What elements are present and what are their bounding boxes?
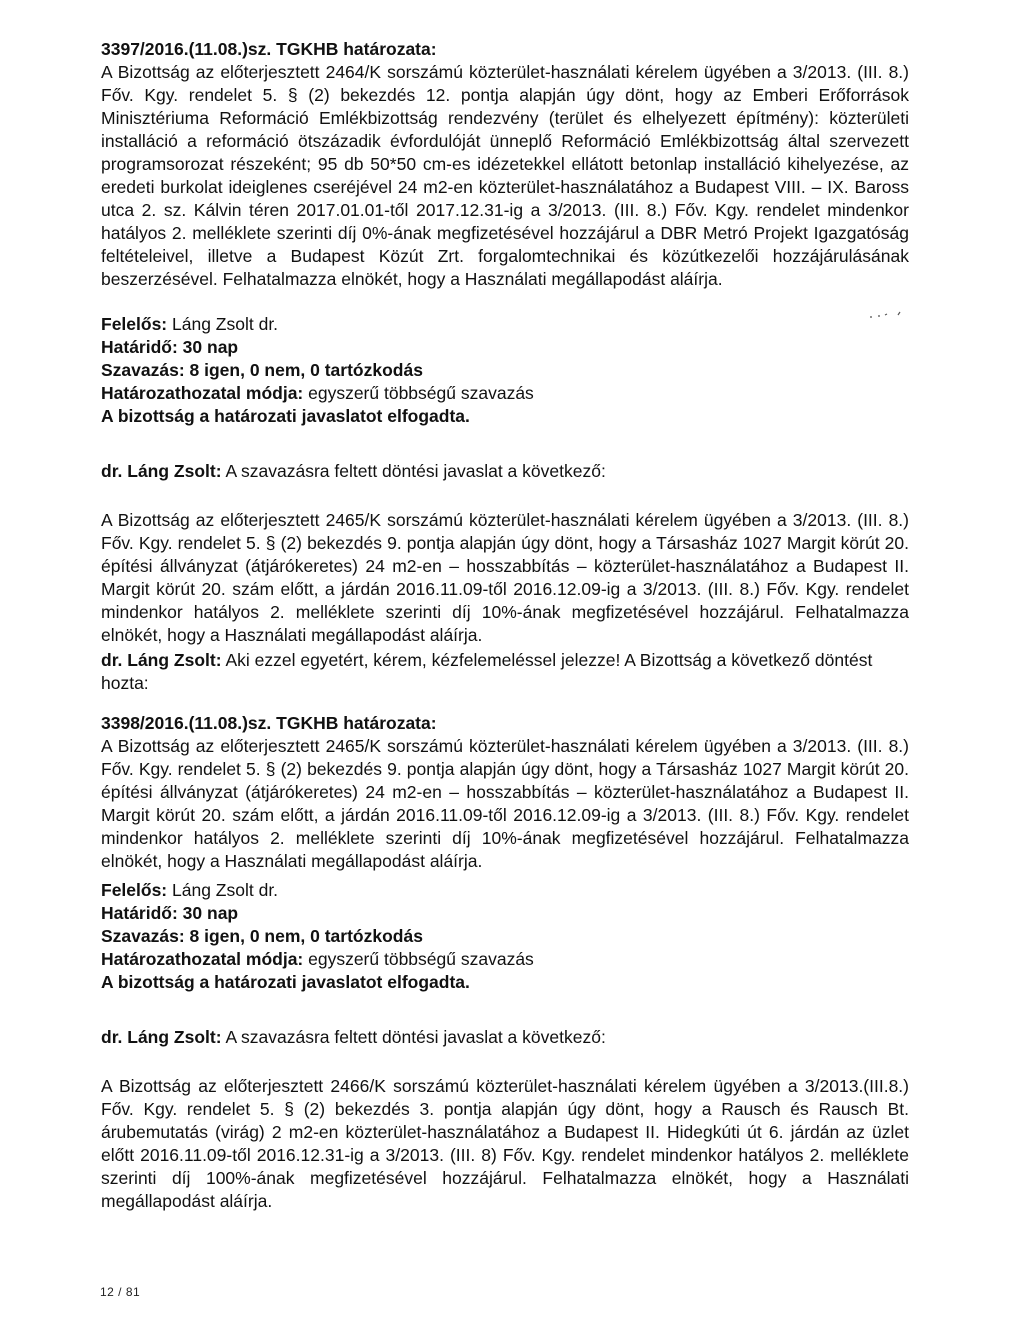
method-label: Határozathozatal módja:: [101, 383, 304, 403]
speech-line: [101, 460, 909, 483]
vote-line: Szavazás: 8 igen, 0 nem, 0 tartózkodás: [101, 926, 423, 946]
accepted-line: A bizottság a határozati javaslatot elfogadta.: [101, 972, 470, 992]
resolution-body: A Bizottság az előterjesztett 2464/K sorszámú közterület-használati kérelem ügyében a 3/2013. (III. 8.) Főv. Kgy. rendelet 5. § (2) bekezdés 12. pontja alapján úgy dönt, hogy az Emberi Erőforrások Minisztériuma Reformáció Emlékbizottság rendezvény (terület és elhelyezett építmény): közterületi installáció a reformáció ötszázadik évfordulóját ünneplő Reformáció Emlékbizottság által szervezett programsorozat részeként; 95 db 50*50 cm-es idézetekkel ellátott betonlap installáció kihelyezése, az eredeti burkolat ideiglenes cseréjével 24 m2-en közterület-használatához a Budapest VIII. – IX. Baross utca 2. sz. Kálvin téren 2017.01.01-től 2017.12.31-ig a 3/2013. (III. 8.) Főv. Kgy. rendelet mindenkor hatályos 2. melléklete szerinti díj 0%-ának megfizetésével hozzájárul a DBR Metró Projekt Igazgatóság feltételeivel, illetve a Budapest Közút Zrt. forgalomtechnikai és közútkezelői hozzájárulásának beszerzésével. Felhatalmazza elnökét, hogy a Használati megállapodást aláírja.: [101, 62, 909, 289]
speech-2: [101, 649, 909, 695]
responsible-line: [101, 879, 909, 902]
proposal-2466: [101, 1075, 909, 1213]
responsible-label: Felelős:: [101, 880, 168, 900]
speech-line: [101, 1026, 909, 1049]
resolution-title: 3398/2016.(11.08.)sz. TGKHB határozata:: [101, 713, 437, 733]
resolution-3397: [101, 38, 909, 291]
method-value: egyszerű többségű szavazás: [303, 949, 534, 969]
responsible-value: Láng Zsolt dr.: [167, 314, 279, 334]
speaker-name: dr. Láng Zsolt:: [101, 461, 222, 481]
resolution-3398: [101, 712, 909, 873]
method-label: Határozathozatal módja:: [101, 949, 304, 969]
speech-3: [101, 1026, 909, 1049]
scan-mark: [868, 310, 908, 320]
method-value: egyszerű többségű szavazás: [303, 383, 534, 403]
accepted-line: A bizottság a határozati javaslatot elfogadta.: [101, 406, 470, 426]
resolution-3398-details: [101, 879, 909, 994]
responsible-value: Láng Zsolt dr.: [167, 880, 279, 900]
speaker-name: dr. Láng Zsolt:: [101, 1027, 222, 1047]
deadline-line: Határidő: 30 nap: [101, 337, 239, 357]
speech-text: Aki ezzel egyetért, kérem, kézfelemeléssel jelezze! A Bizottság a következő döntést hozta:: [101, 650, 873, 693]
speech-1: [101, 460, 909, 483]
proposal-body: A Bizottság az előterjesztett 2465/K sorszámú közterület-használati kérelem ügyében a 3/2013. (III. 8.) Főv. Kgy. rendelet 5. § (2) bekezdés 9. pontja alapján úgy dönt, hogy a Társasház 1027 Margit körút 20. építési állványzat (átjárókeretes) 24 m2-en – hosszabbítás – közterület-használatához a Budapest II. Margit körút 20. szám előtt, a járdán 2016.11.09-től 2016.12.09-ig a 3/2013. (III. 8.) Főv. Kgy. rendelet mindenkor hatályos 2. melléklete szerinti díj 10%-ának megfizetésével hozzájárul. Felhatalmazza elnökét, hogy a Használati megállapodást aláírja.: [101, 510, 909, 645]
responsible-label: Felelős:: [101, 314, 168, 334]
responsible-line: [101, 313, 909, 336]
resolution-3397-details: [101, 313, 909, 428]
deadline-line: Határidő: 30 nap: [101, 903, 239, 923]
method-line: [101, 382, 909, 405]
method-line: [101, 948, 909, 971]
speaker-name: dr. Láng Zsolt:: [101, 650, 222, 670]
proposal-2465: [101, 509, 909, 647]
speech-text: A szavazásra feltett döntési javaslat a következő:: [221, 1027, 606, 1047]
resolution-title: 3397/2016.(11.08.)sz. TGKHB határozata:: [101, 39, 437, 59]
vote-line: Szavazás: 8 igen, 0 nem, 0 tartózkodás: [101, 360, 423, 380]
page-number: 12 / 81: [100, 1285, 141, 1299]
resolution-body: A Bizottság az előterjesztett 2465/K sorszámú közterület-használati kérelem ügyében a 3/2013. (III. 8.) Főv. Kgy. rendelet 5. § (2) bekezdés 9. pontja alapján úgy dönt, hogy a Társasház 1027 Margit körút 20. építési állványzat (átjárókeretes) 24 m2-en – hosszabbítás – közterület-használatához a Budapest II. Margit körút 20. szám előtt, a járdán 2016.11.09-től 2016.12.09-ig a 3/2013. (III. 8.) Főv. Kgy. rendelet mindenkor hatályos 2. melléklete szerinti díj 10%-ának megfizetésével hozzájárul. Felhatalmazza elnökét, hogy a Használati megállapodást aláírja.: [101, 736, 909, 871]
speech-text: A szavazásra feltett döntési javaslat a következő:: [221, 461, 606, 481]
proposal-body: A Bizottság az előterjesztett 2466/K sorszámú közterület-használati kérelem ügyében a 3/2013.(III.8.) Főv. Kgy. rendelet 5. § (2) bekezdés 3. pontja alapján úgy dönt, hogy a Rausch és Rausch Bt. árubemutatás (virág) 2 m2-en közterület-használatához a Budapest II. Hidegkúti út 6. járdán az üzlet előtt 2016.11.09-től 2016.12.31-ig a 3/2013. (III. 8) Főv. Kgy. rendelet mindenkor hatályos 2. melléklete szerinti díj 100%-ának megfizetésével hozzájárul. Felhatalmazza elnökét, hogy a Használati megállapodást aláírja.: [101, 1076, 909, 1211]
speech-line: [101, 649, 909, 695]
